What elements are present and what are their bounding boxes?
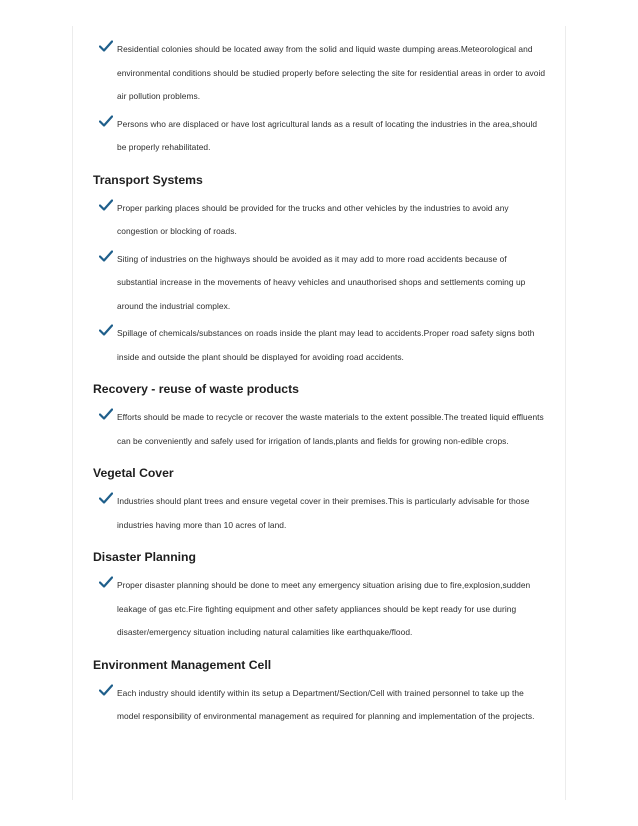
list-item-text: Proper parking places should be provided for the trucks and other vehicles by the industries to avoid any congestion or blocking of roads. <box>117 202 509 236</box>
check-icon <box>99 40 113 52</box>
list-item <box>93 197 548 244</box>
section-heading: Vegetal Cover <box>93 466 174 480</box>
list-item <box>93 406 548 453</box>
check-icon <box>99 199 113 211</box>
list-item-text: Industries should plant trees and ensure vegetal cover in their premises.This is particularly advisable for those industries having more than 10 acres of land. <box>117 496 530 530</box>
page-border-right <box>565 26 566 800</box>
list-item-text: Proper disaster planning should be done to meet any emergency situation arising due to fire,explosion,sudden leakage of gas etc.Fire fighting equipment and other safety appliances should be kept ready for use during disaster/emergency situation including natural calamities like earthquake/flood. <box>117 580 531 637</box>
check-icon <box>99 576 113 588</box>
list-item-text: Efforts should be made to recycle or recover the waste materials to the extent possible.The treated liquid effluents can be conveniently and safely used for irrigation of lands,plants and fields for growing non-edible crops. <box>117 412 544 446</box>
section-heading: Environment Management Cell <box>93 657 272 672</box>
list-item <box>93 38 548 109</box>
document-content <box>93 38 548 733</box>
list-item <box>93 113 548 160</box>
list-item-text: Each industry should identify within its setup a Department/Section/Cell with trained personnel to take up the model responsibility of environmental management as required for planning and implementation of the projects. <box>117 687 535 721</box>
check-icon <box>99 250 113 262</box>
check-icon <box>99 492 113 504</box>
list-item <box>93 490 548 537</box>
list-item <box>93 248 548 319</box>
list-item-text: Spillage of chemicals/substances on roads inside the plant may lead to accidents.Proper road safety signs both inside and outside the plant should be displayed for avoiding road accidents. <box>117 328 535 362</box>
section-heading: Recovery - reuse of waste products <box>93 382 299 396</box>
page-border-left <box>72 26 73 800</box>
list-item <box>93 322 548 369</box>
list-item-text: Residential colonies should be located away from the solid and liquid waste dumping areas.Meteorological and environmental conditions should be studied properly before selecting the site for residential areas in order to avoid air pollution problems. <box>117 44 546 101</box>
check-icon <box>99 115 113 127</box>
list-item-text: Siting of industries on the highways should be avoided as it may add to more road accidents because of substantial increase in the movements of heavy vehicles and unauthorised shops and settlements coming up around the industrial complex. <box>117 253 526 311</box>
list-item <box>93 574 548 645</box>
section-heading: Disaster Planning <box>93 550 196 564</box>
list-item <box>93 682 548 729</box>
check-icon <box>99 684 113 696</box>
list-item-text: Persons who are displaced or have lost agricultural lands as a result of locating the industries in the area,should be properly rehabilitated. <box>117 118 538 152</box>
section-heading: Transport Systems <box>93 172 203 187</box>
check-icon <box>99 324 113 336</box>
check-icon <box>99 408 113 420</box>
